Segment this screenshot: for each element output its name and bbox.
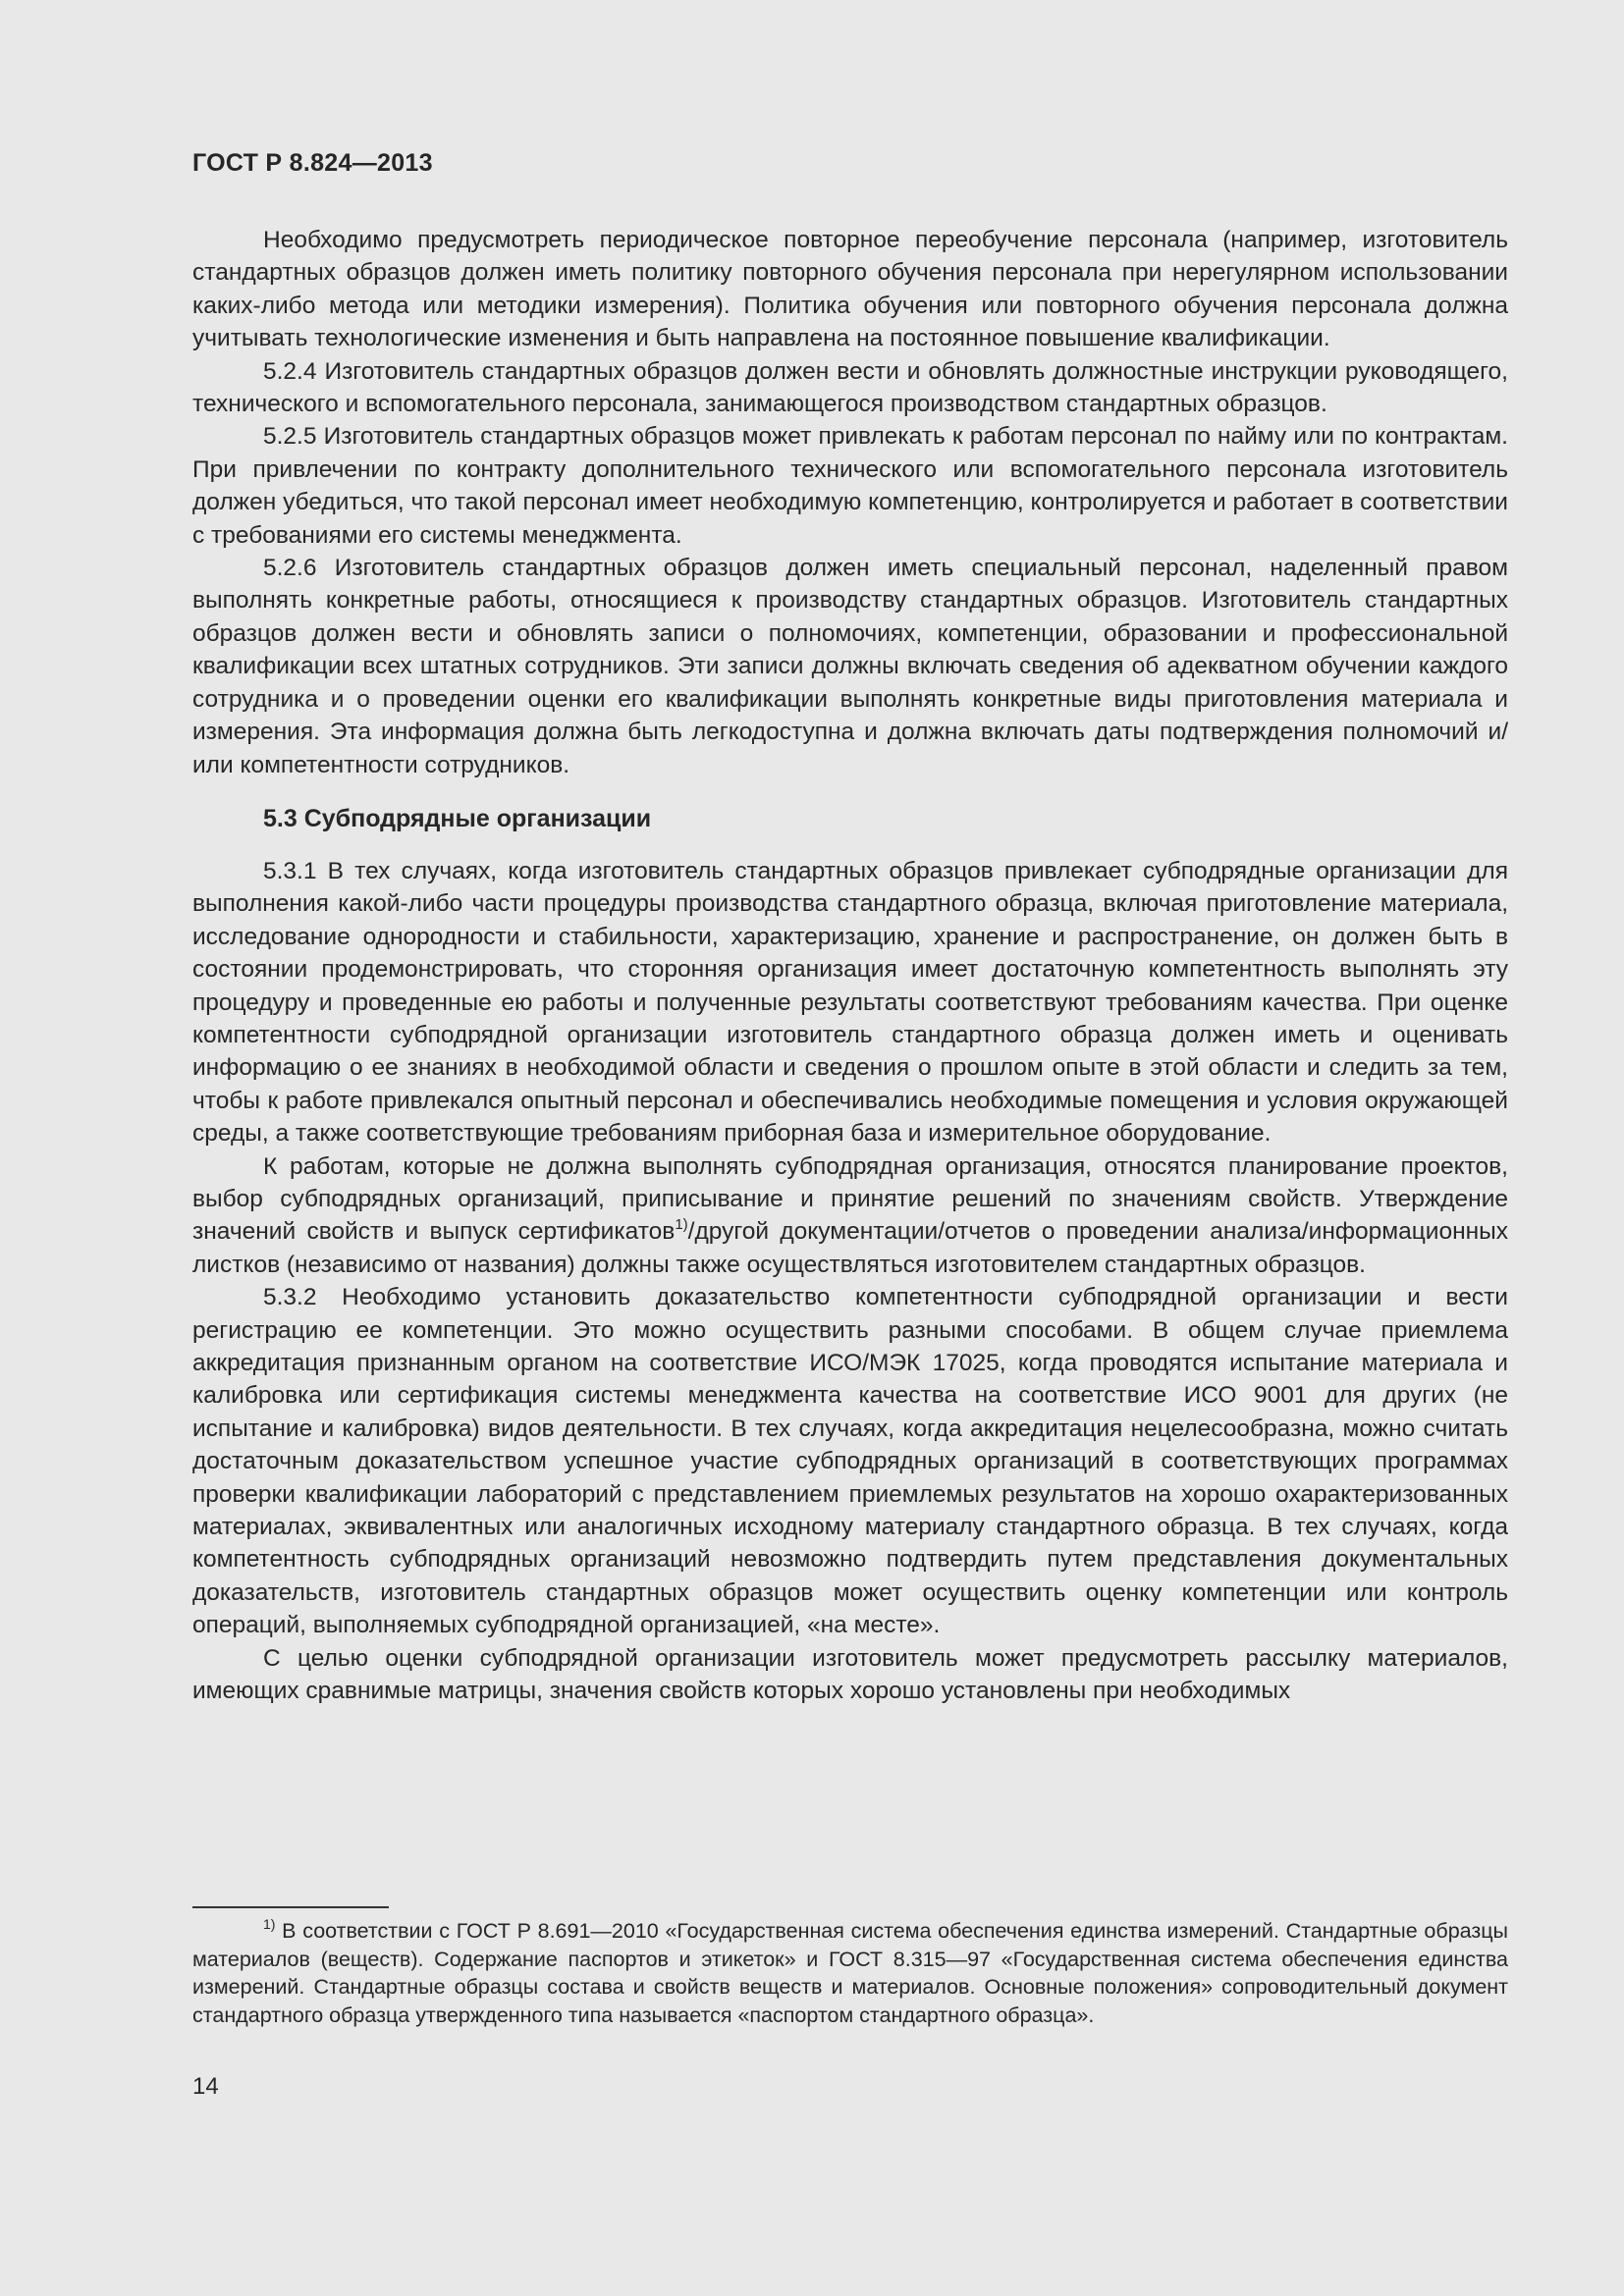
document-header: ГОСТ Р 8.824—2013 (192, 149, 433, 177)
footnote-marker: 1) (263, 1916, 276, 1932)
section-heading-5-3: 5.3 Субподрядные организации (263, 804, 652, 832)
paragraph-prohibited-works-part-2: /другой документации/отчетов о проведении анализа/информационных листков (независимо от названия) должны также осуществляться изготовителем стандартных образцов. (192, 1218, 1508, 1278)
paragraph-prohibited-works-part-1: К работам, которые не должна выполнять субподрядная организация, относятся планирование проектов, выбор субподрядных организаций, приписывание и принятие решений по значениям свойств. Утверждение значений свойств и выпуск сертификатов (192, 1152, 1508, 1246)
footnote (192, 1917, 1508, 2029)
footnote-text: В соответствии с ГОСТ Р 8.691—2010 «Государственная система обеспечения единства измерений. Стандартные образцы материалов (веществ). Содержание паспортов и этикеток» и ГОСТ 8.315—97 «Государственная система обеспечения единства измерений. Стандартные образцы состава и свойств веществ и материалов. Основные положения» сопроводительный документ стандартного образца утвержденного типа называется «паспортом стандартного образца». (192, 1919, 1508, 2027)
paragraph-5-2-4: 5.2.4 Изготовитель стандартных образцов должен вести и обновлять должностные инструкции руководящего, технического и вспомогательного персонала, занимающегося производством стандартных образцов. (192, 357, 1508, 418)
paragraph-prohibited-works (192, 1150, 1508, 1282)
footnote-divider (192, 1906, 389, 1908)
paragraph-5-2-5: 5.2.5 Изготовитель стандартных образцов может привлекать к работам персонал по найму или по контрактам. При привлечении по контракту дополнительного технического или вспомогательного персонала изготовитель должен убедиться, что такой персонал имеет необходимую компетенцию, контролируется и работает в соответствии с требованиями его системы менеджмента. (192, 423, 1508, 549)
main-content (192, 224, 1508, 1707)
paragraph-5-2-6: 5.2.6 Изготовитель стандартных образцов должен иметь специальный персонал, наделенный правом выполнять конкретные работы, относящиеся к производству стандартных образцов. Изготовитель стандартных образцов должен вести и обновлять записи о полномочиях, компетенции, образовании и профессиональной квалификации всех штатных сотрудников. Эти записи должны включать сведения об адекватном обучении каждого сотрудника и о проведении оценки его квалификации выполнять конкретные виды приготовления материала и измерения. Эта информация должна быть легкодоступна и должна включать даты подтверждения полномочий и/или компетентности сотрудников. (192, 555, 1508, 778)
page-number: 14 (192, 2073, 219, 2100)
paragraph-5-3-2: 5.3.2 Необходимо установить доказательство компетентности субподрядной организации и вести регистрацию ее компетенции. Это можно осуществить разными способами. В общем случае приемлема аккредитация признанным органом на соответствие ИСО/МЭК 17025, когда проводятся испытание материала и калибровка или сертификация системы менеджмента качества на соответствие ИСО 9001 для других (не испытание и калибровка) видов деятельности. В тех случаях, когда аккредитация нецелесообразна, можно считать достаточным доказательством успешное участие субподрядных организаций в соответствующих программах проверки квалификации лабораторий с представлением приемлемых результатов на хорошо охарактеризованных материалах, эквивалентных или аналогичных исходному материалу стандартного образца. В тех случаях, когда компетентность субподрядных организаций невозможно подтвердить путем представления документальных доказательств, изготовитель стандартных образцов может осуществить оценку компетенции или контроль операций, выполняемых субподрядной организацией, «на месте». (192, 1284, 1508, 1639)
paragraph-assessment-materials: С целью оценки субподрядной организации изготовитель может предусмотреть рассылку материалов, имеющих сравнимые матрицы, значения свойств которых хорошо установлены при необходимых (192, 1644, 1508, 1705)
paragraph-retraining: Необходимо предусмотреть периодическое повторное переобучение персонала (например, изготовитель стандартных образцов должен иметь политику повторного обучения персонала при нерегулярном использовании каких-либо метода или методики измерения). Политика обучения или повторного обучения персонала должна учитывать технологические изменения и быть направлена на постоянное повышение квалификации. (192, 227, 1508, 352)
paragraph-5-3-1: 5.3.1 В тех случаях, когда изготовитель стандартных образцов привлекает субподрядные организации для выполнения какой-либо части процедуры производства стандартного образца, включая приготовление материала, исследование однородности и стабильности, характеризацию, хранение и распространение, он должен быть в состоянии продемонстрировать, что сторонняя организация имеет достаточную компетентность выполнять эту процедуру и проведенные ею работы и полученные результаты соответствуют требованиям качества. При оценке компетентности субподрядной организации изготовитель стандартного образца должен иметь и оценивать информацию о ее знаниях в необходимой области и сведения о прошлом опыте в этой области и следить за тем, чтобы к работе привлекался опытный персонал и обеспечивались необходимые помещения и условия окружающей среды, а также соответствующие требованиям приборная база и измерительное оборудование. (192, 857, 1508, 1148)
footnote-reference[interactable]: 1) (675, 1216, 688, 1234)
